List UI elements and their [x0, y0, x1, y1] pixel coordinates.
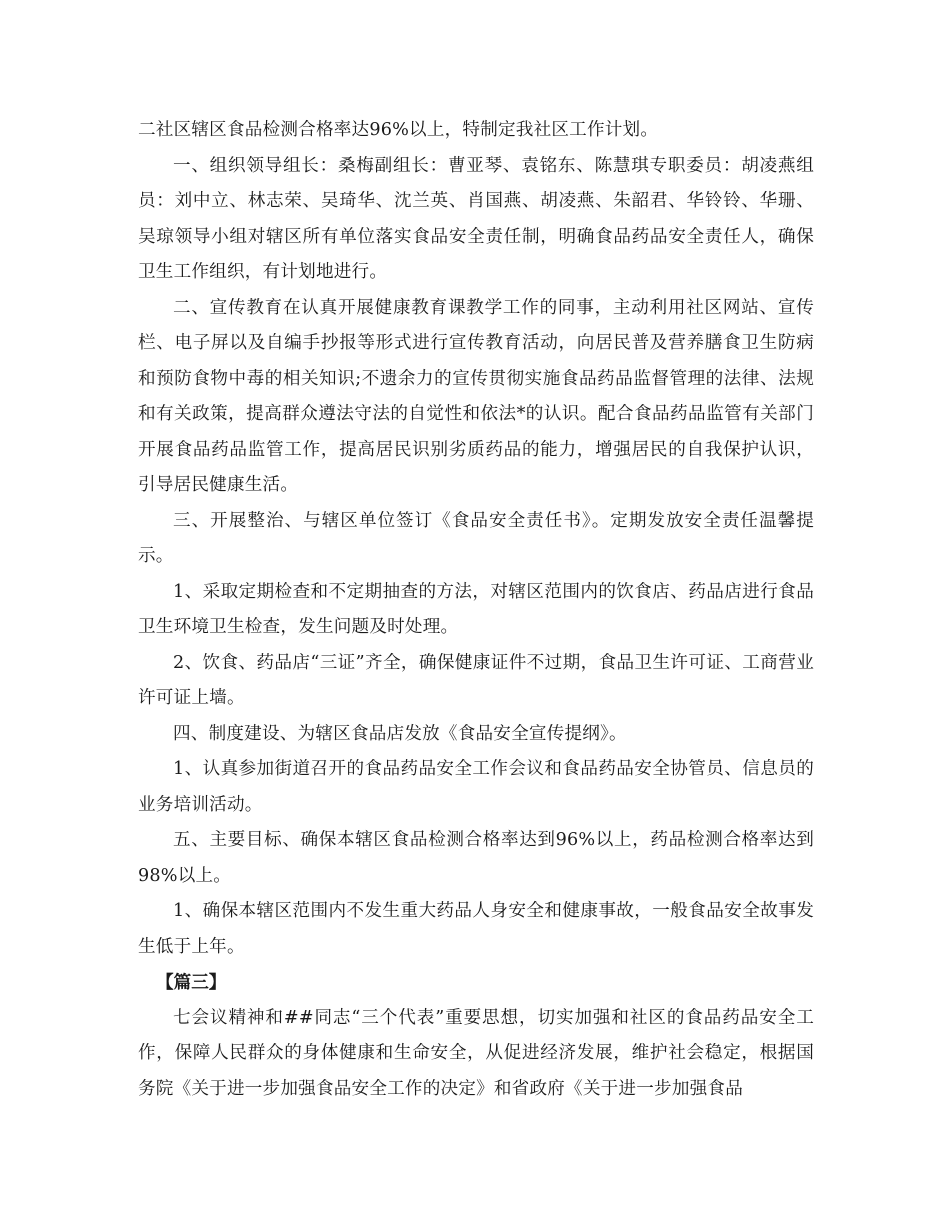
paragraph-training: 1、认真参加街道召开的食品药品安全工作会议和食品药品安全协管员、信息员的业务培训活动。 — [138, 759, 814, 815]
document-page — [138, 113, 814, 1107]
paragraph-publicity: 二、宣传教育在认真开展健康教育课教学工作的同事，主动利用社区网站、宣传栏、电子屏以及自编手抄报等形式进行宣传教育活动，向居民普及营养膳食卫生防病和预防食物中毒的相关知识;不遗余力的宣传贯彻实施食品药品监督管理的法律、法规和有关政策，提高群众遵法守法的自觉性和依法*的认识。配合食品药品监管有关部门开展食品药品监管工作，提高居民识别劣质药品的能力，增强居民的自我保护认识，引导居民健康生活。 — [138, 297, 814, 495]
paragraph-closing: 七会议精神和##同志“三个代表”重要思想，切实加强和社区的食品药品安全工作，保障人民群众的身体健康和生命安全，从促进经济发展，维护社会稳定，根据国务院《关于进一步加强食品安全工作的决定》和省政府《关于进一步加强食品 — [138, 1007, 814, 1099]
paragraph-intro: 二社区辖区食品检测合格率达96%以上，特制定我社区工作计划。 — [138, 120, 659, 140]
paragraph-inspection: 1、采取定期检查和不定期抽查的方法，对辖区范围内的饮食店、药品店进行食品卫生环境卫生检查，发生问题及时处理。 — [138, 581, 814, 637]
paragraph-rectification: 三、开展整治、与辖区单位签订《食品安全责任书》。定期发放安全责任温馨提示。 — [138, 510, 814, 566]
paragraph-certificates: 2、饮食、药品店“三证”齐全，确保健康证件不过期，食品卫生许可证、工商营业许可证上墙。 — [138, 652, 814, 708]
paragraph-system-building: 四、制度建设、为辖区食品店发放《食品安全宣传提纲》。 — [173, 723, 627, 744]
paragraph-goals: 五、主要目标、确保本辖区食品检测合格率达到96%以上，药品检测合格率达到98%以上。 — [138, 830, 814, 886]
paragraph-organization: 一、组织领导组长：桑梅副组长：曹亚琴、袁铭东、陈慧琪专职委员：胡凌燕组员：刘中立、林志荣、吴琦华、沈兰英、肖国燕、胡凌燕、朱韶君、华铃铃、华珊、吴琼领导小组对辖区所有单位落实食品安全责任制，明确食品药品安全责任人，确保卫生工作组织，有计划地进行。 — [138, 155, 814, 282]
paragraph-safety-goal: 1、确保本辖区范围内不发生重大药品人身安全和健康事故，一般食品安全故事发生低于上年。 — [138, 901, 814, 957]
section-heading: 【篇三】 — [156, 972, 227, 993]
